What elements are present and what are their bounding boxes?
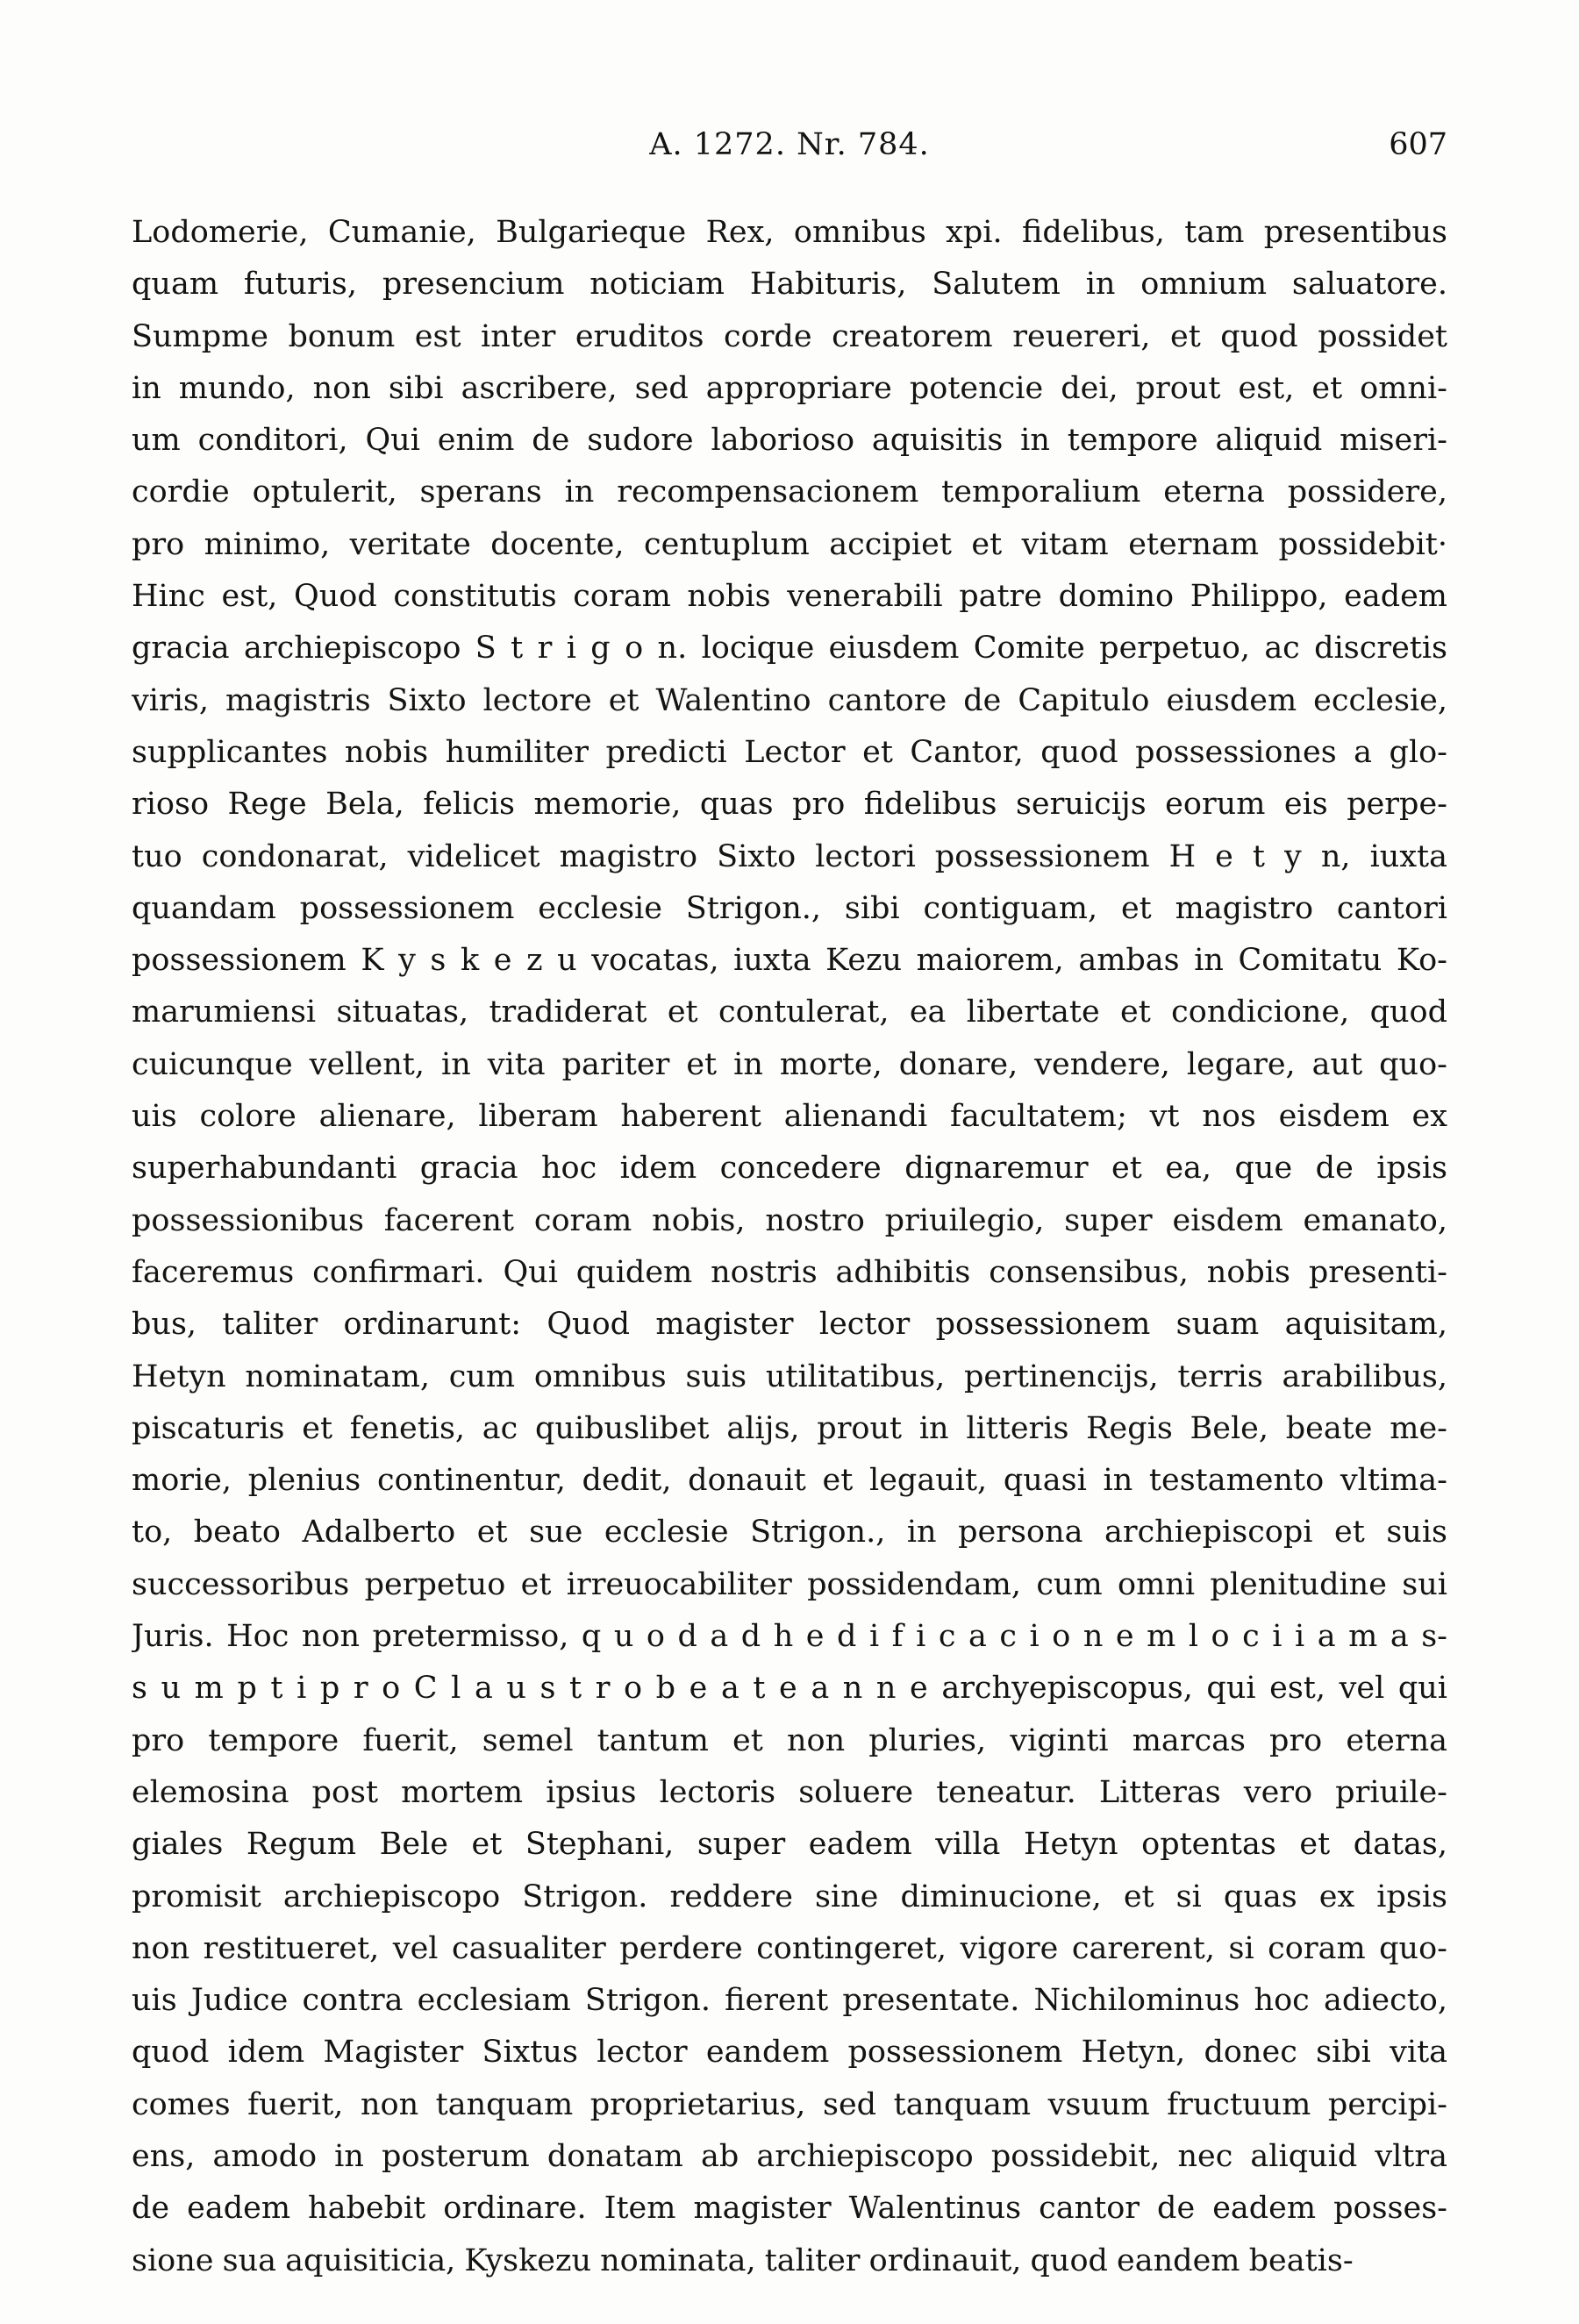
text-line: Lodomerie, Cumanie, Bulgarieque Rex, omnibus xpi. fidelibus, tam presentibus — [132, 215, 1447, 250]
text-line: successoribus perpetuo et irreuocabiliter possidendam, cum omni plenitudine sui — [132, 1566, 1447, 1602]
text-line: in mundo, non sibi ascribere, sed appropriare potencie dei, prout est, et omni- — [132, 370, 1447, 406]
text-line: sione sua aquisiticia, Kyskezu nominata, taliter ordinauit, quod eandem beatis- — [132, 2242, 1354, 2278]
text-line: gracia archiepiscopo S t r i g o n. locique eiusdem Comite perpetuo, ac discretis — [132, 631, 1447, 667]
text-line: um conditori, Qui enim de sudore laborioso aquisitis in tempore aliquid miseri- — [132, 423, 1447, 459]
text-line: cordie optulerit, sperans in recompensacionem temporalium eterna possidere, — [132, 474, 1447, 510]
text-line: marumiensi situatas, tradiderat et contulerat, ea libertate et condicione, quod — [132, 994, 1447, 1030]
text-line: superhabundanti gracia hoc idem concedere dignaremur et ea, que de ipsis — [132, 1151, 1447, 1187]
text-line: pro tempore fuerit, semel tantum et non pluries, viginti marcas pro eterna — [132, 1722, 1447, 1758]
text-line: Hinc est, Quod constitutis coram nobis venerabili patre domino Philippo, eadem — [132, 579, 1447, 615]
text-line: quam futuris, presencium noticiam Habituris, Salutem in omnium saluatore. — [132, 267, 1447, 303]
text-line: piscaturis et fenetis, ac quibuslibet alijs, prout in litteris Regis Bele, beate me- — [132, 1410, 1447, 1446]
text-line: promisit archiepiscopo Strigon. reddere sine diminucione, et si quas ex ipsis — [132, 1878, 1447, 1914]
text-line: rioso Rege Bela, felicis memorie, quas pro fidelibus seruicijs eorum eis perpe- — [132, 787, 1447, 823]
text-line: faceremus confirmari. Qui quidem nostris adhibitis consensibus, nobis presenti- — [132, 1254, 1447, 1290]
text-line: supplicantes nobis humiliter predicti Lector et Cantor, quod possessiones a glo- — [132, 734, 1447, 770]
text-line: elemosina post mortem ipsius lectoris soluere teneatur. Litteras vero priuile- — [132, 1774, 1447, 1810]
text-line: cuicunque vellent, in vita pariter et in morte, donare, vendere, legare, aut quo- — [132, 1046, 1447, 1082]
text-line: quod idem Magister Sixtus lector eandem possessionem Hetyn, donec sibi vita — [132, 2035, 1447, 2071]
header-title: A. 1272. Nr. 784. — [649, 127, 930, 162]
text-line: possessionibus facerent coram nobis, nostro priuilegio, super eisdem emanato, — [132, 1202, 1447, 1238]
body-text — [132, 207, 1447, 2287]
text-line: ens, amodo in posterum donatam ab archiepiscopo possidebit, nec aliquid vltra — [132, 2138, 1447, 2174]
text-line: uis Judice contra ecclesiam Strigon. fierent presentate. Nichilominus hoc adiecto, — [132, 1983, 1447, 2019]
text-line: uis colore alienare, liberam haberent alienandi facultatem; vt nos eisdem ex — [132, 1099, 1447, 1135]
text-line: non restitueret, vel casualiter perdere contingeret, vigore carerent, si coram quo- — [132, 1930, 1447, 1966]
page-number: 607 — [1389, 127, 1447, 162]
text-line: Juris. Hoc non pretermisso, q u o d a d h e d i f i c a c i o n e m l o c i i a m a s- — [132, 1619, 1447, 1655]
running-header — [132, 127, 1447, 171]
text-line: to, beato Adalberto et sue ecclesie Strigon., in persona archiepiscopi et suis — [132, 1515, 1447, 1551]
text-line: Sumpme bonum est inter eruditos corde creatorem reuereri, et quod possidet — [132, 318, 1447, 354]
text-line: comes fuerit, non tanquam proprietarius, sed tanquam vsuum fructuum percipi- — [132, 2086, 1447, 2122]
text-line: tuo condonarat, videlicet magistro Sixto lectori possessionem H e t y n, iuxta — [132, 838, 1447, 874]
text-line: de eadem habebit ordinare. Item magister Walentinus cantor de eadem posses- — [132, 2191, 1447, 2227]
text-line: viris, magistris Sixto lectore et Walentino cantore de Capitulo eiusdem ecclesie, — [132, 682, 1447, 718]
text-line: giales Regum Bele et Stephani, super eadem villa Hetyn optentas et datas, — [132, 1827, 1447, 1863]
text-line: bus, taliter ordinarunt: Quod magister lector possessionem suam aquisitam, — [132, 1307, 1447, 1343]
text-line: Hetyn nominatam, cum omnibus suis utilitatibus, pertinencijs, terris arabilibus, — [132, 1358, 1447, 1394]
text-line: s u m p t i p r o C l a u s t r o b e a t e a n n e archyepiscopus, qui est, vel qui — [132, 1671, 1447, 1707]
text-line: morie, plenius continentur, dedit, donauit et legauit, quasi in testamento vltima- — [132, 1463, 1447, 1499]
text-line: possessionem K y s k e z u vocatas, iuxta Kezu maiorem, ambas in Comitatu Ko- — [132, 943, 1447, 979]
text-line: quandam possessionem ecclesie Strigon., sibi contiguam, et magistro cantori — [132, 890, 1447, 926]
text-line: pro minimo, veritate docente, centuplum accipiet et vitam eternam possidebit· — [132, 526, 1447, 562]
